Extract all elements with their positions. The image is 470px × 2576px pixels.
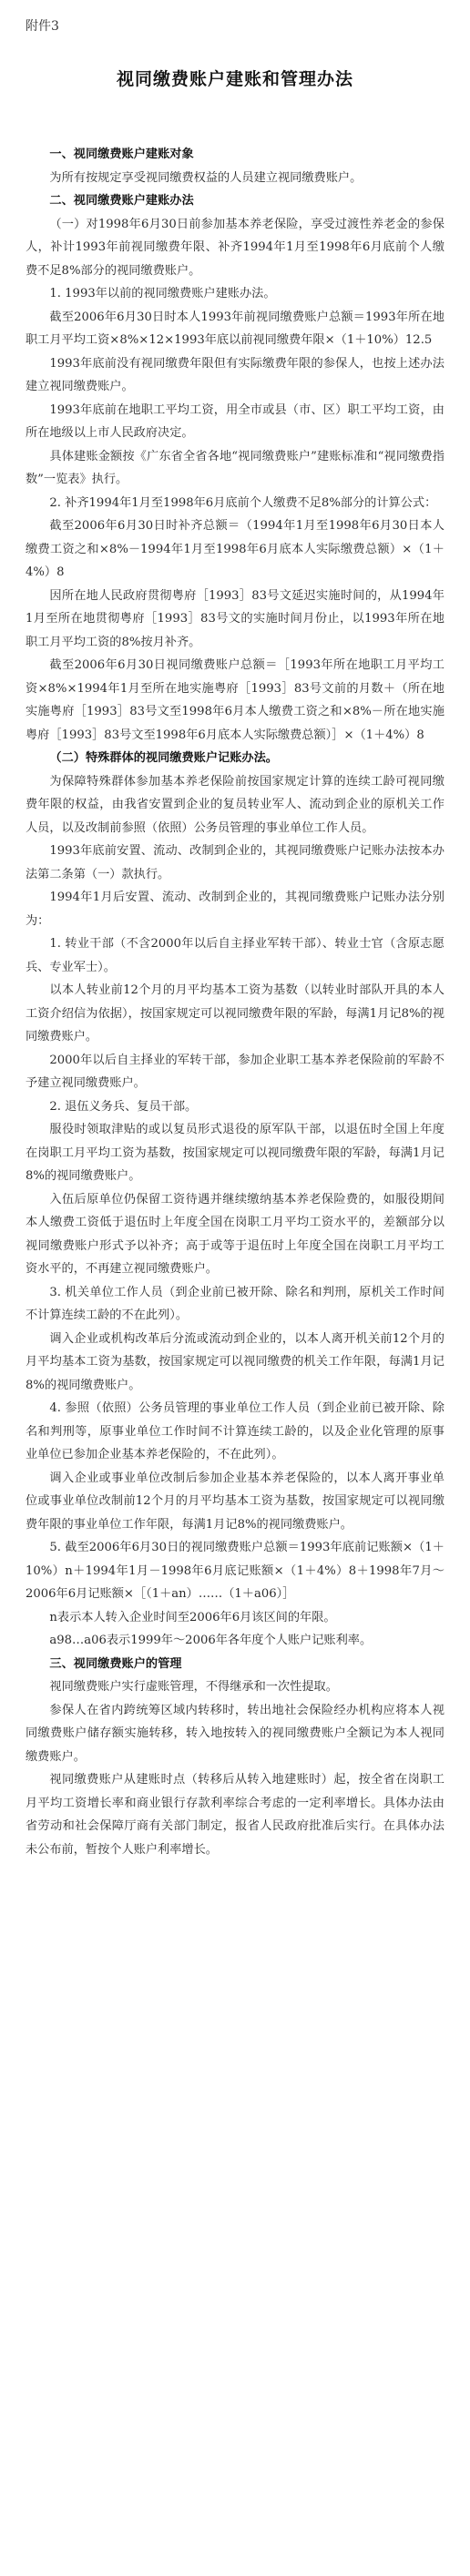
paragraph: 1. 1993年以前的视同缴费账户建账办法。 — [49, 287, 276, 300]
paragraph: n表示本人转入企业时间至2006年6月该区间的年限。 — [49, 1610, 336, 1624]
paragraph: 调入企业或事业单位改制后参加企业基本养老保险的，以本人离开事业单位或事业单位改制前12个月的月平均基本工资为基数，按国家规定可以视同缴费年限的事业单位工作年限，每满1月记8%的视同缴费账户。 — [26, 1471, 444, 1532]
paragraph: 视同缴费账户从建账时点（转移后从转入地建账时）起，按全省在岗职工月平均工资增长率和商业银行存款利率综合考虑的一定利率增长。具体办法由省劳动和社会保障厅商有关部门制定，报省人民政府批准后实行。在具体办法未公布前，暂按个人账户利率增长。 — [26, 1773, 444, 1857]
paragraph: 1994年1月后安置、流动、改制到企业的，其视同缴费账户记账办法分别为： — [26, 891, 444, 928]
paragraph: a98…a06表示1999年～2006年各年度个人账户记账利率。 — [49, 1634, 373, 1647]
paragraph: 具体建账金额按《广东省全省各地“视同缴费账户”建账标准和“视同缴费指数”一览表》执行。 — [26, 449, 444, 486]
paragraph: 5. 截至2006年6月30日的视同缴费账户总额＝1993年底前记账额×（1＋10%）n＋1994年1月－1998年6月底记账额×（1＋4%）8＋1998年7月～2006年6月记账额×［（1＋an）……（1＋a06）］ — [26, 1541, 444, 1601]
paragraph: 1. 转业干部（不含2000年以后自主择业军转干部）、转业士官（含原志愿兵、专业军士）。 — [26, 937, 444, 974]
paragraph: （一）对1998年6月30日前参加基本养老保险，享受过渡性养老金的参保人，补计1993年前视同缴费年限、补齐1994年1月至1998年6月底前个人缴费不足8%部分的视同缴费账户。 — [26, 217, 444, 278]
paragraph: 1993年底前在地职工平均工资，用全市或县（市、区）职工平均工资，由所在地级以上市人民政府决定。 — [26, 402, 444, 440]
paragraph: 1993年底前安置、流动、改制到企业的，其视同缴费账户记账办法按本办法第二条第（一）款执行。 — [26, 844, 444, 881]
paragraph: 视同缴费账户实行虚账管理，不得继承和一次性提取。 — [49, 1680, 338, 1694]
paragraph: 调入企业或机构改革后分流或流动到企业的，以本人离开机关前12个月的月平均基本工资为基数，按国家规定可以视同缴费的机关工作年限，每满1月记8%的视同缴费账户。 — [26, 1331, 444, 1392]
paragraph: 2. 补齐1994年1月至1998年6月底前个人缴费不足8%部分的计算公式： — [49, 495, 437, 510]
paragraph: 服役时领取津贴的或以复员形式退役的原军队干部，以退伍时全国上年度在岗职工月平均工资为基数，按国家规定可以视同缴费年限的军龄，每满1月记8%的视同缴费账户。 — [26, 1123, 444, 1183]
paragraph: 2000年以后自主择业的军转干部，参加企业职工基本养老保险前的军龄不予建立视同缴费账户。 — [26, 1053, 444, 1090]
paragraph: 1993年底前没有视同缴费年限但有实际缴费年限的参保人，也按上述办法建立视同缴费账户。 — [26, 356, 444, 393]
section-heading: 一、视同缴费账户建账对象 — [49, 148, 194, 161]
paragraph: 截至2006年6月30日视同缴费账户总额＝［1993年所在地职工月平均工资×8%×1994年1月至所在地实施粤府［1993］83号文前的月数＋（所在地实施粤府［1993］83号文至1998年6月本人缴费工资之和×8%－所在地实施粤府［1993］83号文至1998年6月底本人实际缴费总额）］×（1＋4%）8 — [26, 658, 444, 742]
paragraph: 入伍后原单位仍保留工资待遇并继续缴纳基本养老保险费的，如服役期间本人缴费工资低于退伍时上年度全国在岗职工月平均工资水平的，差额部分以视同缴费账户形式予以补齐；高于或等于退伍时上年度全国在岗职工月平均工资水平的，不再建立视同缴费账户。 — [26, 1192, 444, 1276]
section-heading: （二）特殊群体的视同缴费账户记账办法。 — [49, 751, 278, 765]
section-heading: 二、视同缴费账户建账办法 — [49, 194, 194, 208]
paragraph: 截至2006年6月30日时补齐总额＝（1994年1月至1998年6月30日本人缴费工资之和×8%－1994年1月至1998年6月底本人实际缴费总额）×（1＋4%）8 — [26, 519, 444, 579]
paragraph: 为保障特殊群体参加基本养老保险前按国家规定计算的连续工龄可视同缴费年限的权益，由我省安置到企业的复员转业军人、流动到企业的原机关工作人员，以及改制前参照（依照）公务员管理的事业单位工作人员。 — [26, 774, 444, 835]
paragraph: 为所有按规定享受视同缴费权益的人员建立视同缴费账户。 — [49, 170, 363, 185]
section-heading: 三、视同缴费账户的管理 — [49, 1656, 182, 1671]
paragraph: 3. 机关单位工作人员（到企业前已被开除、除名和判刑，原机关工作时间不计算连续工龄的不在此列）。 — [26, 1285, 444, 1322]
paragraph: 以本人转业前12个月的月平均基本工资为基数（以转业时部队开具的本人工资介绍信为依据），按国家规定可以视同缴费年限的军龄，每满1月记8%的视同缴费账户。 — [26, 983, 444, 1044]
document-title: 视同缴费账户建账和管理办法 — [116, 69, 353, 89]
paragraph: 4. 参照（依照）公务员管理的事业单位工作人员（到企业前已被开除、除名和判刑等，原事业单位工作时间不计算连续工龄的，以及企业化管理的原事业单位已参加企业基本养老保险的，不在此列）。 — [26, 1401, 444, 1461]
paragraph: 截至2006年6月30日时本人1993年前视同缴费账户总额＝1993年所在地职工月平均工资×8%×12×1993年底以前视同缴费年限×（1＋10%）12.5 — [26, 310, 444, 347]
paragraph: 参保人在省内跨统筹区域内转移时，转出地社会保险经办机构应将本人视同缴费账户储存额实施转移，转入地按转入的视同缴费账户全额记为本人视同缴费账户。 — [26, 1703, 444, 1764]
attachment-label: 附件3 — [26, 19, 59, 34]
paragraph: 2. 退伍义务兵、复员干部。 — [49, 1099, 198, 1114]
paragraph: 因所在地人民政府贯彻粤府［1993］83号文延迟实施时间的，从1994年1月至所在地贯彻粤府［1993］83号文的实施时间月份止，以1993年所在地职工月平均工资的8%按月补齐。 — [26, 588, 444, 649]
document-body — [26, 143, 444, 1861]
